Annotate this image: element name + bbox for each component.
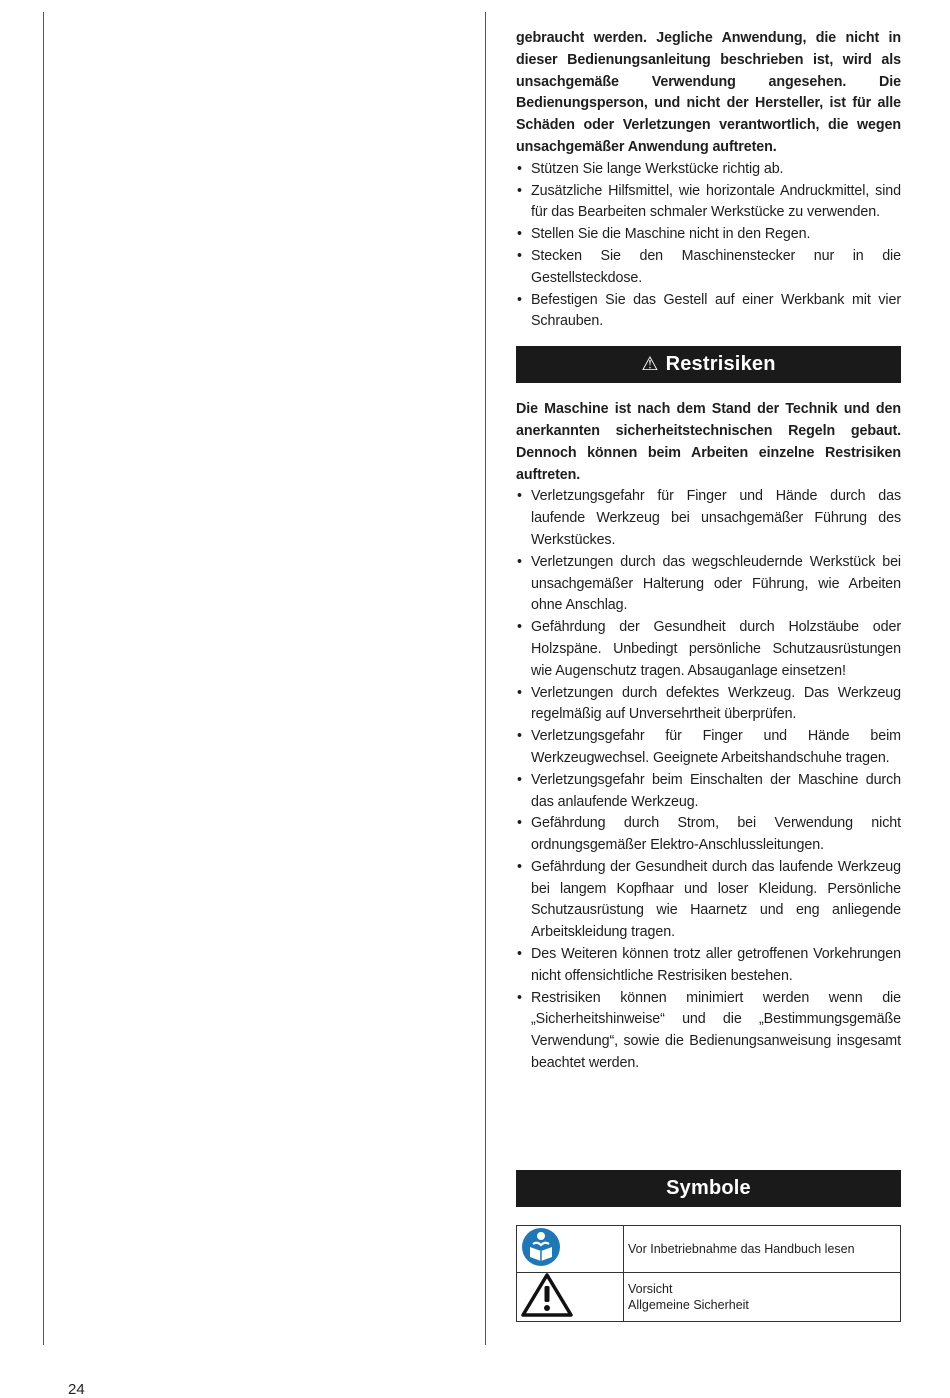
intro-paragraph: gebraucht werden. Jegliche Anwendung, die nicht in dieser Bedienungsanleitung beschrieben ist, wird als unsachgemäße Verwendung angesehen. Die Bedienungsperson, und nicht der Hersteller, ist für alle Schäden oder Verletzungen verantwortlich, die wegen unsachgemäßer Anwendung auftreten. — [516, 30, 901, 155]
list-item: • Verletzungsgefahr beim Einschalten der Maschine durch das anlaufende Werkzeug. — [516, 770, 901, 814]
restrisiken-heading-bar — [516, 346, 901, 383]
symbol-text-line: Vor Inbetriebnahme das Handbuch lesen — [628, 1242, 855, 1256]
list-item: • Stecken Sie den Maschinenstecker nur in die Gestellsteckdose. — [516, 246, 901, 290]
symbol-description — [624, 1226, 901, 1273]
table-row — [517, 1273, 901, 1322]
list-item: • Restrisiken können minimiert werden wenn die „Sicherheitshinweise“ und die „Bestimmungsgemäße Verwendung“, sowie die Bedienungsanweisung insgesamt beachtet werden. — [516, 988, 901, 1075]
page-number: 24 — [68, 1381, 85, 1398]
warning-icon: ⚠ — [641, 353, 659, 375]
symbole-heading-bar — [516, 1170, 901, 1207]
list-item: • Gefährdung der Gesundheit durch Holzstäube oder Holzspäne. Unbedingt persönliche Schutzausrüstungen wie Augenschutz tragen. Absauganlage einsetzen! — [516, 617, 901, 682]
list-item: • Stellen Sie die Maschine nicht in den Regen. — [516, 224, 901, 246]
warning-triangle-icon — [521, 1273, 573, 1317]
restrisiken-bullet-list — [516, 486, 901, 1075]
safety-bullet-list — [516, 159, 901, 333]
restrisiken-heading: Restrisiken — [665, 352, 776, 375]
symbol-icon-cell — [517, 1273, 624, 1322]
list-item: • Verletzungen durch defektes Werkzeug. Das Werkzeug regelmäßig auf Unversehrtheit überprüfen. — [516, 683, 901, 727]
symbole-heading: Symbole — [666, 1177, 751, 1199]
symbol-table — [516, 1225, 901, 1322]
list-item: • Zusätzliche Hilfsmittel, wie horizontale Andruckmittel, sind für das Bearbeiten schmaler Werkstücke zu verwenden. — [516, 181, 901, 225]
symbol-text-line: Vorsicht — [628, 1282, 673, 1296]
restrisiken-intro: Die Maschine ist nach dem Stand der Technik und den anerkannten sicherheitstechnischen Regeln gebaut. Dennoch können beim Arbeiten einzelne Restrisiken auftreten. — [516, 401, 901, 483]
left-margin-rule — [43, 12, 44, 1345]
list-item: • Verletzungsgefahr für Finger und Hände durch das laufende Werkzeug bei unsachgemäßer Führung des Werkstückes. — [516, 486, 901, 551]
read-manual-icon — [521, 1227, 561, 1267]
symbol-text-line: Allgemeine Sicherheit — [628, 1298, 749, 1312]
list-item: • Gefährdung durch Strom, bei Verwendung nicht ordnungsgemäßer Elektro-Anschlussleitungen. — [516, 813, 901, 857]
table-row — [517, 1226, 901, 1273]
list-item: • Befestigen Sie das Gestell auf einer Werkbank mit vier Schrauben. — [516, 290, 901, 334]
right-text-column — [516, 28, 901, 1075]
list-item: • Verletzungen durch das wegschleudernde Werkstück bei unsachgemäßer Halterung oder Führung, wie Arbeiten ohne Anschlag. — [516, 552, 901, 617]
list-item: • Verletzungsgefahr für Finger und Hände beim Werkzeugwechsel. Geeignete Arbeitshandschuhe tragen. — [516, 726, 901, 770]
list-item: • Des Weiteren können trotz aller getroffenen Vorkehrungen nicht offensichtliche Restrisiken bestehen. — [516, 944, 901, 988]
symbol-icon-cell — [517, 1226, 624, 1273]
list-item: • Gefährdung der Gesundheit durch das laufende Werkzeug bei langem Kopfhaar und loser Kleidung. Persönliche Schutzausrüstung wie Haarnetz und eng anliegende Arbeitskleidung tragen. — [516, 857, 901, 944]
list-item: • Stützen Sie lange Werkstücke richtig ab. — [516, 159, 901, 181]
column-divider-rule — [485, 12, 486, 1345]
symbol-description — [624, 1273, 901, 1322]
